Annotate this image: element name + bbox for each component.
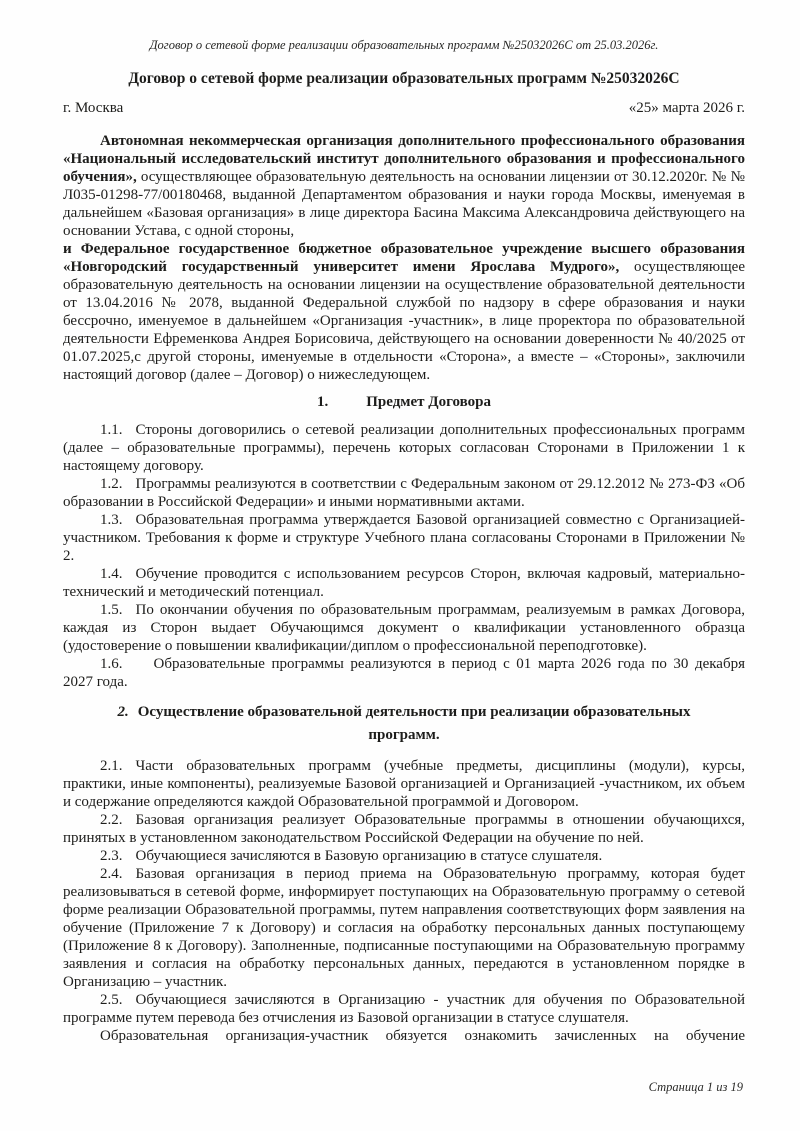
section-1-number: 1. (316, 394, 329, 410)
clause-2-1 (63, 757, 745, 811)
section-2-heading (80, 701, 728, 747)
clause-1-5 (63, 601, 745, 655)
clause-1-3-number: 1.3. (100, 512, 123, 528)
clause-1-3 (63, 511, 745, 565)
clause-1-4-text: Обучение проводится с использованием ресурсов Сторон, включая кадровый, материально-технический и методический потенциал. (63, 566, 745, 600)
clause-1-5-text: По окончании обучения по образовательным программам, реализуемым в рамках Договора, каждая из Сторон выдает Обучающимся документ о квалификации установленного образца (удостоверение о повышении квалификации/диплом о профессиональной переподготовке). (63, 602, 745, 654)
clause-2-5-number: 2.5. (100, 992, 123, 1008)
preamble-paragraph-base-org (63, 132, 745, 240)
section-2-title: Осуществление образовательной деятельности при реализации образовательных программ. (137, 704, 691, 743)
base-org-name: Автономная некоммерческая организация дополнительного профессионального образования «Национальный исследовательский институт дополнительного образования и профессионального обучения», (63, 133, 745, 185)
clause-2-3 (63, 847, 745, 865)
clause-1-6-text: Образовательные программы реализуются в период с 01 марта 2026 года по 30 декабря 2027 года. (63, 656, 745, 690)
clause-1-1 (63, 421, 745, 475)
clause-2-4-number: 2.4. (100, 866, 123, 882)
section-2-number: 2. (117, 704, 129, 720)
document-title: Договор о сетевой форме реализации образовательных программ №25032026С (128, 70, 680, 87)
clause-2-2 (63, 811, 745, 847)
clause-1-5-number: 1.5. (100, 602, 123, 618)
place-label: г. Москва (63, 100, 124, 116)
preamble-paragraph-participant-org (63, 240, 745, 384)
clause-1-1-number: 1.1. (100, 422, 123, 438)
place-date-row (63, 99, 745, 117)
clause-1-6 (63, 655, 745, 691)
base-org-details: осуществляющее образовательную деятельность на основании лицензии от 30.12.2020г. № № Л035-01298-77/00180468, выданной Департаментом образования и науки города Москвы, именуемая в дальнейшем «Базовая организация» в лице директора Басина Максима Александровича действующего на основании Устава, с одной стороны, (63, 169, 745, 239)
clause-2-4 (63, 865, 745, 991)
clause-1-2-number: 1.2. (100, 476, 123, 492)
clause-1-4 (63, 565, 745, 601)
participant-org-name: и Федеральное государственное бюджетное образовательное учреждение высшего образования «Новгородский государственный университет имени Ярослава Мудрого», (63, 241, 745, 275)
clause-2-2-text: Базовая организация реализует Образовательные программы в отношении обучающихся, принятых в установленном законодательством Российской Федерации на обучение по ней. (63, 812, 745, 846)
clause-1-6-number: 1.6. (100, 656, 123, 672)
clause-1-3-text: Образовательная программа утверждается Базовой организацией совместно с Организацией-участником. Требования к форме и структуре Учебного плана согласованы Сторонами в Приложении № 2. (63, 512, 745, 564)
clause-1-2-text: Программы реализуются в соответствии с Федеральным законом от 29.12.2012 № 273-ФЗ «Об образовании в Российской Федерации» и иными нормативными актами. (63, 476, 745, 510)
clause-2-2-number: 2.2. (100, 812, 123, 828)
clause-2-3-number: 2.3. (100, 848, 123, 864)
clause-2-5 (63, 991, 745, 1027)
clause-1-2 (63, 475, 745, 511)
clause-2-1-number: 2.1. (100, 758, 123, 774)
clause-2-4-text: Базовая организация в период приема на Образовательную программу, которая будет реализовываться в сетевой форме, информирует поступающих на Образовательную программу о сетевой форме реализации Образовательной программы, путем направления соответствующих форм заявления на обучение (Приложение 7 к Договору) и согласия на обработку персональных данных поступающему (Приложение 8 к Договору). Заполненные, подписанные поступающими на Образовательную программу заявления и согласия на обработку персональных данных, передаются в установленном порядке в Организацию – участник. (63, 866, 745, 990)
clause-2-5-text: Обучающиеся зачисляются в Организацию - участник для обучения по Образовательной программе путем перевода без отчисления из Базовой организации в статусе слушателя. (63, 992, 745, 1026)
clause-2-3-text: Обучающиеся зачисляются в Базовую организацию в статусе слушателя. (135, 848, 603, 864)
running-header: Договор о сетевой форме реализации образовательных программ №25032026С от 25.03.2026г. (149, 38, 659, 52)
clause-1-4-number: 1.4. (100, 566, 123, 582)
continuation-paragraph: Образовательная организация-участник обязуется ознакомить зачисленных на обучение (100, 1028, 745, 1044)
clause-2-1-text: Части образовательных программ (учебные предметы, дисциплины (модули), курсы, практики, иные компоненты), реализуемые Базовой организацией и Организацией -участником, их объем и содержание определяются каждой Образовательной программой и Договором. (63, 758, 745, 810)
page-number-footer: Страница 1 из 19 (648, 1080, 743, 1094)
document-body (63, 132, 745, 1045)
section-1-heading (63, 393, 745, 412)
section-1-title: Предмет Договора (366, 394, 492, 410)
participant-org-details: осуществляющее образовательную деятельность на основании лицензии на осуществление образовательной деятельности от 13.04.2016 № 2078, выданной Федеральной службой по надзору в сфере образования и науки бессрочно, именуемое в дальнейшем «Организация -участник», в лице проректора по образовательной деятельности Ефременкова Андрея Борисовича, действующего на основании доверенности № 40/2025 от 01.07.2025,с другой стороны, именуемые в отдельности «Сторона», а вместе – «Стороны», заключили настоящий договор (далее – Договор) о нижеследующем. (63, 259, 745, 383)
clause-1-1-text: Стороны договорились о сетевой реализации дополнительных профессиональных программ (далее – образовательные программы), перечень которых согласован Сторонами в Приложении 1 к настоящему договору. (63, 422, 745, 474)
date-label: «25» марта 2026 г. (628, 100, 745, 116)
